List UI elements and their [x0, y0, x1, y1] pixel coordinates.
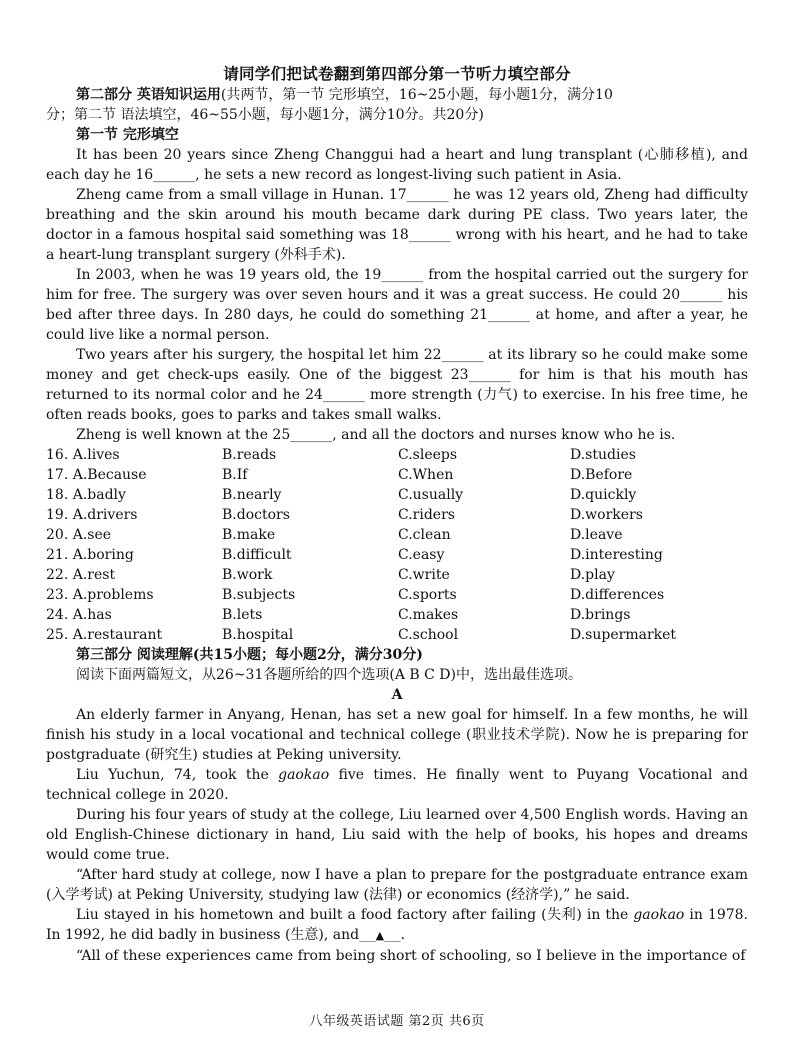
- passage-label: A: [391, 687, 403, 703]
- option-d: D.leave: [570, 527, 623, 543]
- option-d: D.interesting: [570, 547, 663, 563]
- p5-italic: gaokao: [633, 907, 685, 923]
- option-b: B.doctors: [222, 507, 290, 523]
- page-footer: 八年级英语试题 第2页 共6页: [309, 1014, 485, 1029]
- option-c: C.clean: [398, 527, 451, 543]
- option-c: C.When: [398, 467, 454, 483]
- option-b: B.lets: [222, 607, 263, 623]
- option-c: C.write: [398, 567, 450, 583]
- options-list: [46, 445, 748, 645]
- option-d: D.studies: [570, 447, 636, 463]
- option-row-18: [46, 485, 748, 505]
- option-row-22: [46, 565, 748, 585]
- option-a: 24. A.has: [46, 607, 112, 623]
- option-b: B.subjects: [222, 587, 296, 603]
- option-row-19: [46, 505, 748, 525]
- option-d: D.supermarket: [570, 627, 677, 643]
- cloze-paragraph-4: Two years after his surgery, the hospital let him 22______ at its library so he could make some money and get check-ups easily. One of the biggest 23______ for him is that his mouth has returned to its normal color and he 24______ more strength (力气) to exercise. In his free time, he often reads books, goes to parks and takes small walks.: [46, 347, 748, 423]
- passage-a-paragraph-1: An elderly farmer in Anyang, Henan, has set a new goal for himself. In a few months, he will finish his study in a local vocational and technical college (职业技术学院). Now he is preparing for postgraduate (研究生) studies at Peking university.: [46, 707, 748, 763]
- answer-blank-triangle: ___▲___: [359, 929, 401, 942]
- p5-text-a: Liu stayed in his hometown and built a food factory after failing (失利) in the: [76, 907, 634, 923]
- cloze-paragraph-1: It has been 20 years since Zheng Changgui had a heart and lung transplant (心肺移植), and each day he 16______, he sets a new record as longest-living such patient in Asia.: [46, 147, 748, 183]
- passage-a-paragraph-3: During his four years of study at the college, Liu learned over 4,500 English words. Having an old English-Chinese dictionary in hand, Liu said with the help of books, his hopes and dreams would come true.: [46, 807, 748, 863]
- option-c: C.riders: [398, 507, 455, 523]
- cloze-paragraph-3: In 2003, when he was 19 years old, the 19______ from the hospital carried out the surgery for him for free. The surgery was over seven hours and it was a great success. He could 20______ his bed after three days. In 280 days, he could do something 21______ at home, and after a year, he could live like a normal person.: [46, 267, 748, 343]
- cloze-paragraph-2: Zheng came from a small village in Hunan. 17______ he was 12 years old, Zheng had difficulty breathing and the skin around his mouth became dark during PE class. Two years later, the doctor in a famous hospital said something was 18______ wrong with his heart, and he had to take a heart-lung transplant surgery (外科手术).: [46, 187, 748, 263]
- part3-instruction: 阅读下面两篇短文，从26~31各题所给的四个选项(A B C D)中，选出最佳选项。: [76, 667, 582, 683]
- option-b: B.hospital: [222, 627, 294, 643]
- p5-text-b: in 1978. In 1992, he did badly in business (生意), and: [46, 907, 748, 943]
- p2-text-b: five times. He finally went to Puyang Vocational and technical college in 2020.: [46, 767, 748, 803]
- option-b: B.nearly: [222, 487, 282, 503]
- passage-a-paragraph-2: [46, 765, 748, 805]
- option-row-23: [46, 585, 748, 605]
- option-d: D.differences: [570, 587, 665, 603]
- option-c: C.easy: [398, 547, 445, 563]
- option-b: B.reads: [222, 447, 277, 463]
- option-a: 21. A.boring: [46, 547, 134, 563]
- option-d: D.workers: [570, 507, 643, 523]
- p2-italic: gaokao: [278, 767, 330, 783]
- option-d: D.Before: [570, 467, 633, 483]
- option-row-20: [46, 525, 748, 545]
- page-title: 请同学们把试卷翻到第四部分第一节听力填空部分: [223, 64, 571, 83]
- option-c: C.school: [398, 627, 459, 643]
- option-row-16: [46, 445, 748, 465]
- option-b: B.work: [222, 567, 273, 583]
- option-row-24: [46, 605, 748, 625]
- option-a: 19. A.drivers: [46, 507, 138, 523]
- section1-title: 第一节 完形填空: [76, 127, 179, 143]
- option-d: D.brings: [570, 607, 631, 623]
- passage-a-paragraph-4: “After hard study at college, now I have a plan to prepare for the postgraduate entrance exam (入学考试) at Peking University, studying law (法律) or economics (经济学),” he said.: [46, 867, 748, 903]
- option-a: 25. A.restaurant: [46, 627, 163, 643]
- part2-heading: 第二部分 英语知识运用: [76, 87, 221, 103]
- option-d: D.quickly: [570, 487, 637, 503]
- passage-a-paragraph-5: [46, 905, 748, 946]
- option-row-21: [46, 545, 748, 565]
- option-c: C.makes: [398, 607, 459, 623]
- part2-desc-line2: 分；第二节 语法填空，46~55小题，每小题1分，满分10分。共20分): [46, 107, 484, 123]
- p2-text-a: Liu Yuchun, 74, took the: [76, 767, 279, 783]
- option-a: 18. A.badly: [46, 487, 126, 503]
- option-d: D.play: [570, 567, 615, 583]
- option-b: B.difficult: [222, 547, 292, 563]
- cloze-paragraph-5: Zheng is well known at the 25______, and all the doctors and nurses know who he is.: [76, 427, 676, 443]
- option-a: 17. A.Because: [46, 467, 147, 483]
- passage-a-paragraph-6: “All of these experiences came from being short of schooling, so I believe in the importance of: [76, 948, 746, 964]
- part2-header: [46, 85, 748, 105]
- option-a: 22. A.rest: [46, 567, 116, 583]
- option-a: 20. A.see: [46, 527, 112, 543]
- part3-heading: 第三部分 阅读理解(共15小题；每小题2分，满分30分): [76, 647, 423, 663]
- option-row-17: [46, 465, 748, 485]
- option-b: B.If: [222, 467, 248, 483]
- part2-desc-line1: (共两节，第一节 完形填空，16~25小题，每小题1分，满分10: [220, 87, 613, 103]
- option-a: 23. A.problems: [46, 587, 154, 603]
- option-c: C.usually: [398, 487, 464, 503]
- option-a: 16. A.lives: [46, 447, 120, 463]
- option-c: C.sports: [398, 587, 457, 603]
- option-b: B.make: [222, 527, 276, 543]
- option-c: C.sleeps: [398, 447, 458, 463]
- p5-end: .: [400, 927, 406, 943]
- option-row-25: [46, 625, 748, 645]
